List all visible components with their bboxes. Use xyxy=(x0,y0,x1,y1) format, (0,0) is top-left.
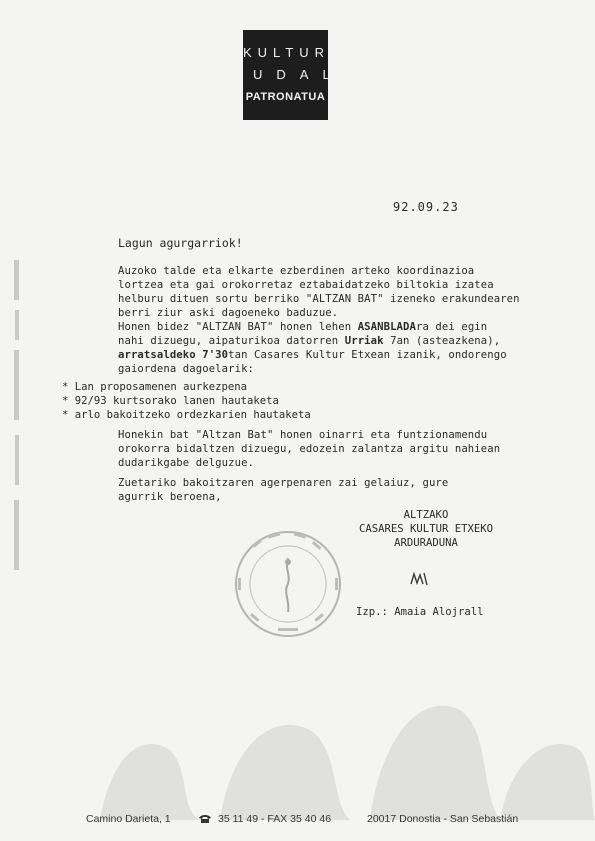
text-segment: Honen bidez "ALTZAN BAT" honen lehen xyxy=(118,321,358,333)
urriak-bold: Urriak xyxy=(344,335,384,347)
agenda-list xyxy=(62,380,311,422)
text-line: Zuetariko bakoitzaren agerpenaren zai gelaiuz, gure xyxy=(118,477,449,489)
text-line: Honekin bat "Altzan Bat" honen oinarri eta funtzionamendu xyxy=(118,429,488,441)
text-segment: nahi dizuegu, aipaturikoa datorren xyxy=(118,335,345,347)
time-bold: arratsaldeko 7'30 xyxy=(118,349,229,361)
signatory-name: Izp.: Amaia Alojrall xyxy=(356,606,484,618)
paragraph-attachment xyxy=(118,428,558,470)
text-line xyxy=(118,320,558,334)
paragraph-intro xyxy=(118,264,558,320)
footer-phone-fax: 35 11 49 - FAX 35 40 46 xyxy=(218,813,332,825)
text-line: helburu dituen sortu berriko "ALTZAN BAT" izeneko erakundearen xyxy=(118,293,520,305)
paragraph-invitation xyxy=(118,320,558,376)
background-shadow-artifact xyxy=(80,640,595,820)
text-segment: tan Casares Kultur Etxean izanik, ondorengo xyxy=(228,349,507,361)
paragraph-closing xyxy=(118,476,558,504)
signature-line: CASARES KULTUR ETXEKO xyxy=(359,523,493,535)
text-line: orokorra bidaltzen dizuegu, edozein zalantza argitu nahiean xyxy=(118,443,501,455)
logo-line-1: KULTUR xyxy=(243,45,331,60)
footer-city: 20017 Donostia - San Sebastián xyxy=(367,813,519,825)
text-line: dudarikgabe delguzue. xyxy=(118,457,255,469)
margin-artifact xyxy=(6,260,26,580)
text-line xyxy=(118,334,558,348)
salutation: Lagun agurgarriok! xyxy=(118,236,243,250)
footer-address: Camino Darieta, 1 xyxy=(86,813,171,825)
signature-line: ARDURADUNA xyxy=(394,537,458,549)
telephone-icon xyxy=(198,814,212,824)
logo-line-3: PATRONATUA xyxy=(245,91,326,103)
signature-line: ALTZAKO xyxy=(403,509,449,521)
text-segment: 7an (asteazkena), xyxy=(383,335,501,347)
letter-date: 92.09.23 xyxy=(393,200,459,214)
text-segment: ra dei egin xyxy=(416,321,488,333)
handwritten-signature-mark xyxy=(408,570,430,588)
agenda-item: * Lan proposamenen aurkezpena xyxy=(62,381,247,393)
text-line: gaiordena dagoelarik: xyxy=(118,363,255,375)
text-line: agurrik beroena, xyxy=(118,491,222,503)
signature-block xyxy=(356,508,496,550)
logo-line-2: UDAL xyxy=(253,67,344,82)
text-line: Auzoko talde eta elkarte ezberdinen arteko koordinazioa xyxy=(118,265,475,277)
official-seal-stamp xyxy=(232,528,344,640)
text-line: berri ziur aski dagoeneko baduzue. xyxy=(118,307,339,319)
text-line: lortzea eta gai orokorretaz eztabaidatzeko biltokia izatea xyxy=(118,279,494,291)
agenda-item: * arlo bakoitzeko ordezkarien hautaketa xyxy=(62,409,311,421)
asanblada-bold: ASANBLADA xyxy=(357,321,416,333)
text-line xyxy=(118,348,558,362)
letterhead-footer xyxy=(0,813,595,829)
agenda-item: * 92/93 kurtsorako lanen hautaketa xyxy=(62,395,279,407)
kultur-udal-patronatua-logo xyxy=(243,30,344,120)
